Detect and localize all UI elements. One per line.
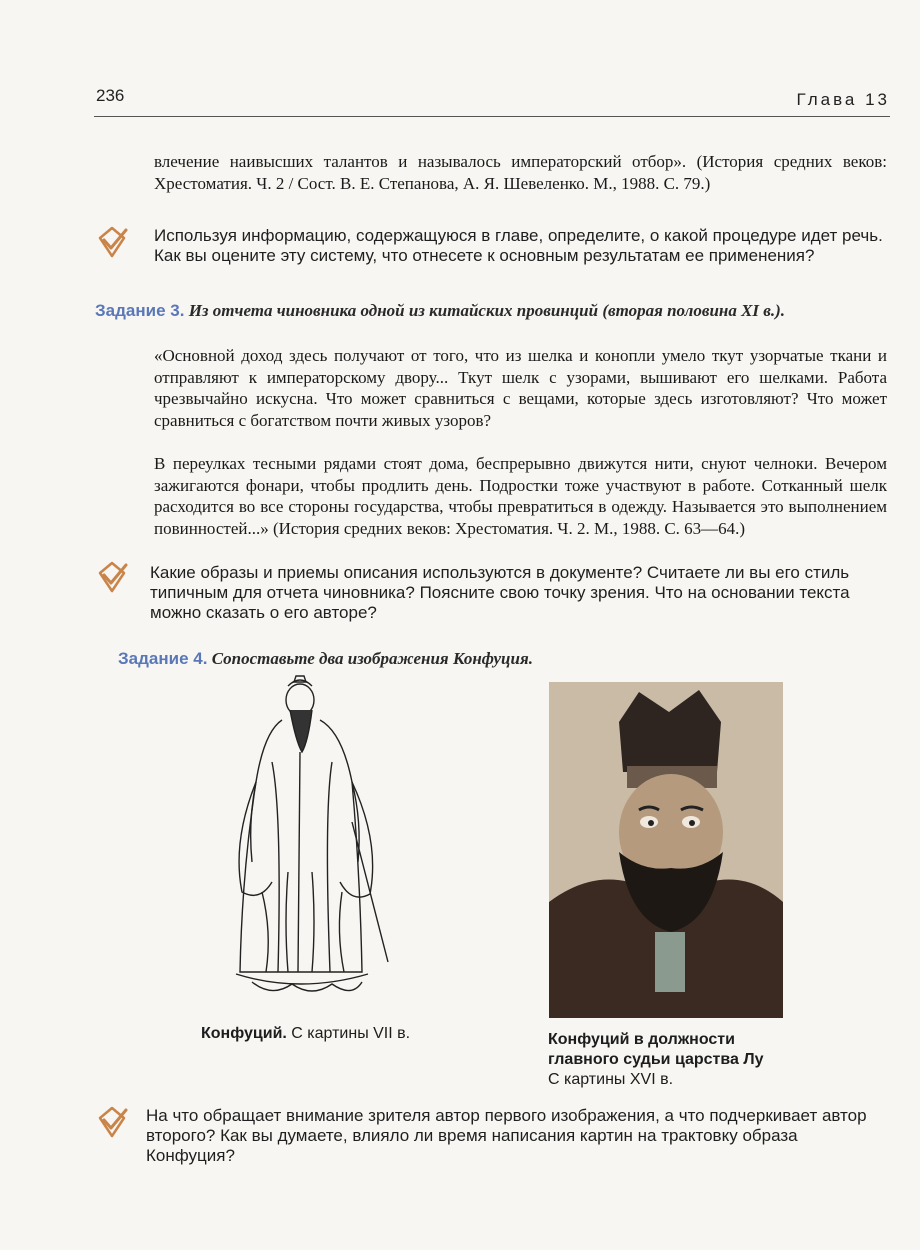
task-3-paragraph-2: В переулках тесными рядами стоят дома, беспрерывно движутся нити, снуют челноки. Вечером зажигаются фонари, чтобы продлить день. Подростки тоже участвуют в работе. Сотканный шелк расходится во все стороны государства, чтобы превратиться в одежду. Называется это выполнением повинностей...» (История средних веков: Хрестоматия. Ч. 2. М., 1988. С. 63—64.) — [154, 454, 887, 538]
caption-1-bold: Конфуций. — [201, 1025, 287, 1042]
task-4-label: Задание 4. — [118, 649, 208, 668]
confucius-portrait-image — [549, 682, 783, 1018]
task-4-question: На что обращает внимание зрителя автор первого изображения, а что подчеркивает автор второго? Как вы думаете, влияло ли время написания картин на трактовку образа Конфуция? — [146, 1106, 867, 1165]
caption-1 — [201, 1024, 481, 1044]
task-4-heading — [118, 648, 887, 670]
caption-2-line-1: Конфуций в должности — [548, 1031, 735, 1048]
page-number: 236 — [96, 86, 125, 105]
question-1: Используя информацию, содержащуюся в главе, определите, о какой процедуре идет речь. Как вы оцените эту систему, что отнесете к основным результатам ее применения? — [154, 226, 883, 265]
checkmark-icon — [95, 560, 129, 594]
caption-2-line-3: С картины XVI в. — [548, 1071, 674, 1088]
chapter-title: Глава 13 — [796, 90, 890, 109]
task-3-title: Из отчета чиновника одной из китайских провинций (вторая половина XI в.). — [188, 301, 786, 320]
task-3-heading — [95, 300, 887, 322]
intro-quote: влечение наивысших талантов и называлось императорский отбор». (История средних веков: Хрестоматия. Ч. 2 / Сост. В. Е. Степанова, А. Я. Шевеленко. М., 1988. С. 79.) — [154, 152, 887, 193]
task-3-label: Задание 3. — [95, 301, 185, 320]
task-4-title: Сопоставьте два изображения Конфуция. — [211, 649, 533, 668]
caption-2-line-2: главного судьи царства Лу — [548, 1051, 764, 1068]
caption-2 — [548, 1030, 848, 1090]
task-3-question: Какие образы и приемы описания используются в документе? Считаете ли вы его стиль типичным для отчета чиновника? Поясните свою точку зрения. Что на основании текста можно сказать о его авторе? — [150, 563, 850, 622]
caption-1-rest: С картины VII в. — [286, 1025, 411, 1042]
task-3-paragraph-1: «Основной доход здесь получают от того, что из шелка и конопли умело ткут узорчатые ткани и отправляют к императорскому двору... Ткут шелк с узорами, вышивают его шелками. Работа чрезвычайно искусна. Что может сравниться с вещами, которые здесь изготовляют? Что может сравниться с богатством почти живых узоров? — [154, 346, 887, 430]
header-rule — [94, 116, 890, 117]
checkmark-icon — [95, 1105, 129, 1139]
confucius-drawing-image — [212, 672, 432, 1008]
checkmark-icon — [95, 225, 129, 259]
